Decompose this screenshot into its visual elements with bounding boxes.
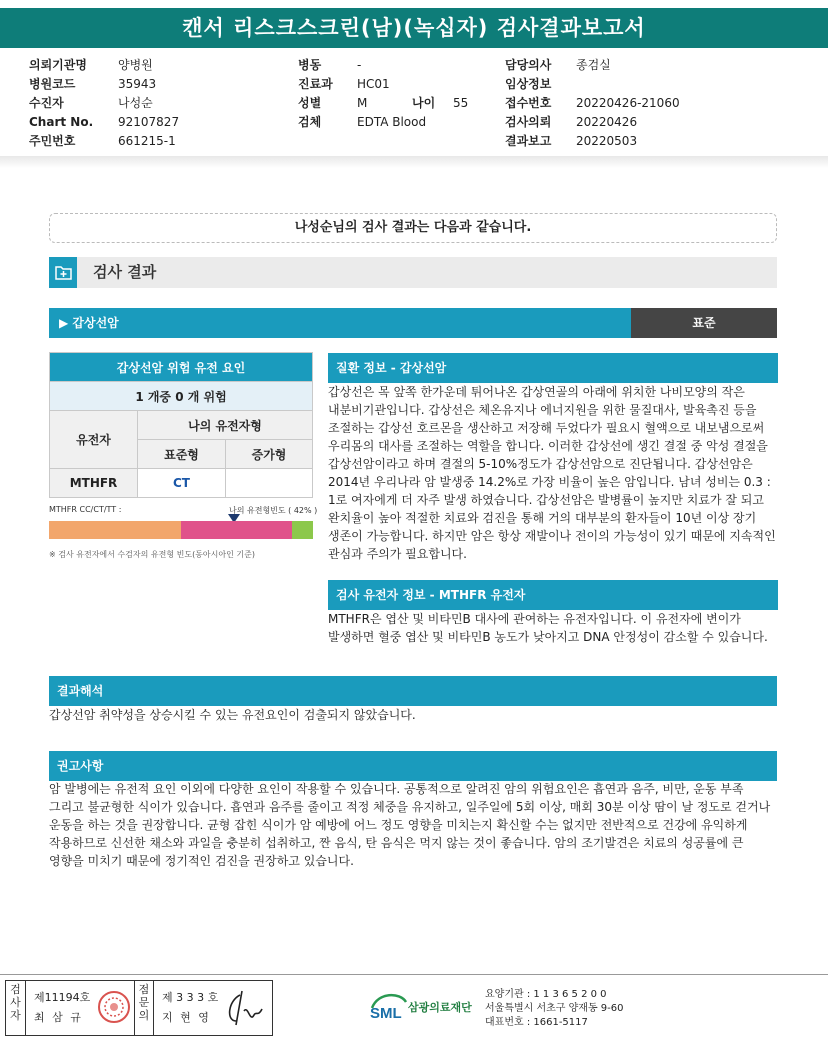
info-value: 20220503 <box>576 134 638 148</box>
frequency-segment <box>181 521 292 539</box>
text-line: 생존이 가능합니다. 하지만 암은 항상 재발이나 전이의 가능성이 있기 때문에 지속적인 <box>328 529 776 543</box>
info-row <box>29 94 179 113</box>
frequency-segment <box>49 521 181 539</box>
text-line: MTHFR은 엽산 및 비타민B 대사에 관여하는 유전자입니다. 이 유전자에 변이가 <box>328 612 741 626</box>
reviewer-label: 점문의 <box>134 981 154 1035</box>
info-value: 양병원 <box>118 58 153 72</box>
text-line: 암 발병에는 유전적 요인 이외에 다양한 요인이 작용할 수 있습니다. 공통적으로 알려진 암의 위험요인은 흡연과 음주, 비만, 운동 부족 <box>49 782 744 796</box>
risk-summary: 1 개중 0 개 위험 <box>50 382 313 411</box>
info-value: HC01 <box>357 77 390 91</box>
recommendation-text <box>49 780 779 870</box>
info-label: 의뢰기관명 <box>29 58 87 72</box>
frequency-bar <box>49 521 313 539</box>
section-title: 검사 결과 <box>93 263 157 281</box>
info-row <box>298 113 468 132</box>
patient-info-col1 <box>29 56 179 151</box>
text-line: 우리몸의 대사를 조절하는 역할을 합니다. 이러한 갑상선에 생긴 결절 중 악성 결절을 <box>328 439 768 453</box>
checker-license: 제11194호 <box>34 991 91 1004</box>
category-title: ▶ 갑상선암 <box>49 308 631 338</box>
text-line: 운동을 하는 것을 권장합니다. 균형 잡힌 식이가 암 예방에 어느 정도 영향을 미치는지 확신할 수는 없지만 전반적으로 건강에 유익하게 <box>49 818 748 832</box>
standard-header: 표준형 <box>138 440 226 469</box>
info-value: 661215-1 <box>118 134 176 148</box>
genotype-header: 나의 유전자형 <box>138 411 313 440</box>
gene-header: 유전자 <box>50 411 138 469</box>
interpretation-text: 갑상선암 취약성을 상승시킬 수 있는 유전요인이 검출되지 않았습니다. <box>49 708 416 722</box>
header-divider <box>0 156 828 168</box>
recommendation-title: 권고사항 <box>49 751 777 781</box>
info-label: 성별 <box>298 96 322 110</box>
info-value: EDTA Blood <box>357 115 427 129</box>
age-label: 나이 <box>412 96 436 110</box>
age-value: 55 <box>453 96 469 110</box>
frequency-note: ※ 검사 유전자에서 수검자의 유전형 빈도(동아시아인 기준) <box>49 550 255 559</box>
frequency-segment <box>292 521 313 539</box>
disease-info-title: 질환 정보 - 갑상선암 <box>328 353 778 383</box>
info-label: 수진자 <box>29 96 64 110</box>
gene-info-title: 검사 유전자 정보 - MTHFR 유전자 <box>328 580 778 610</box>
info-row <box>298 94 468 113</box>
text-line: 발생하면 혈중 엽산 및 비타민B 농도가 낮아지고 DNA 안정성이 감소할 수 있습니다. <box>328 630 768 644</box>
info-label: 진료과 <box>298 77 333 91</box>
info-value: 92107827 <box>118 115 180 129</box>
disease-info-text <box>328 383 780 563</box>
seal-stamp-icon <box>96 989 132 1028</box>
report-title: 캔서 리스크스크린(남)(녹십자) 검사결과보고서 <box>0 8 828 48</box>
info-row <box>29 132 179 151</box>
text-line: 갑상선은 목 앞쪽 한가운데 튀어나온 갑상연골의 아래에 위치한 나비모양의 작은 <box>328 385 745 399</box>
signature-icon <box>222 987 268 1032</box>
text-line: 조절하는 갑상선 호르몬을 생산하고 저장해 두었다가 필요시 혈액으로 내보냄으로써 <box>328 421 765 435</box>
info-row <box>29 113 179 132</box>
info-label: 검체 <box>298 115 322 129</box>
info-row <box>505 94 680 113</box>
frequency-left-label: MTHFR CC/CT/TT : <box>49 505 122 514</box>
text-line: 갑상선암이라고 하며 결절의 5-10%정도가 갑상선암으로 진단됩니다. 갑상선암은 <box>328 457 753 471</box>
info-row <box>505 113 680 132</box>
frequency-right-label: 나의 유전형빈도 ( 42% ) <box>229 506 318 515</box>
patient-info-col2 <box>298 56 468 132</box>
folder-add-icon <box>49 257 77 288</box>
info-row <box>505 132 680 151</box>
category-status: 표준 <box>631 308 777 338</box>
text-line: 관심과 주의가 필요합니다. <box>328 547 467 561</box>
info-value: M <box>357 96 368 110</box>
patient-info-col3 <box>505 56 680 151</box>
gene-name: MTHFR <box>50 469 138 498</box>
info-row <box>298 75 468 94</box>
reviewer-name: 지 현 영 <box>162 1011 211 1024</box>
org-info <box>485 988 624 1030</box>
info-row <box>505 75 680 94</box>
info-row <box>505 56 680 75</box>
info-label: 병동 <box>298 58 322 72</box>
text-line: 2014년 우리나라 암 발생중 14.2%로 가장 비율이 높은 암입니다. 남녀 성비는 0.3 : <box>328 475 771 489</box>
svg-text:SML: SML <box>370 1005 402 1022</box>
text-line: 1로 여자에게 더 자주 발생 하였습니다. 갑상선암은 발병률이 높지만 치료가 잘 되고 <box>328 493 764 507</box>
greeting-message: 나성순님의 검사 결과는 다음과 같습니다. <box>49 213 777 243</box>
gene-table-title: 갑상선암 위험 유전 요인 <box>50 353 313 382</box>
sml-logo-icon <box>368 988 410 1027</box>
increased-header: 증가형 <box>226 440 313 469</box>
info-label: 주민번호 <box>29 134 76 148</box>
org-phone: 대표번호 : 1661-5117 <box>485 1017 588 1028</box>
info-value: 20220426 <box>576 115 638 129</box>
gene-risk-table <box>49 352 313 498</box>
info-row <box>29 75 179 94</box>
footer-divider <box>0 974 828 975</box>
text-line: 작용하므로 신선한 채소와 과일을 충분히 섭취하고, 짠 음식, 탄 음식은 먹지 않는 것이 좋습니다. 암의 조기발견은 치료의 성공률에 큰 <box>49 836 744 850</box>
info-row <box>298 56 468 75</box>
info-label: 담당의사 <box>505 58 552 72</box>
org-name: 삼광의료재단 <box>408 1001 472 1014</box>
org-address: 서울특별시 서초구 양재동 9-60 <box>485 1003 624 1014</box>
results-section-header <box>49 257 777 288</box>
info-label: 결과보고 <box>505 134 552 148</box>
checker-label: 검사자 <box>6 981 26 1035</box>
text-line: 내분비기관입니다. 갑상선은 체온유지나 에너지원을 위한 물질대사, 발육촉진 등을 <box>328 403 757 417</box>
gene-info-text <box>328 610 780 646</box>
info-label: Chart No. <box>29 115 94 129</box>
info-label: 검사의뢰 <box>505 115 552 129</box>
text-line: 그리고 불균형한 식이가 있습니다. 흡연과 음주를 줄이고 적정 체중을 유지하고, 일주일에 5회 이상, 매회 30분 이상 땀이 날 정도로 걷거나 <box>49 800 771 814</box>
info-value: - <box>357 58 362 72</box>
signature-box <box>5 980 273 1036</box>
reviewer-license: 제 3 3 3 호 <box>162 991 219 1004</box>
text-line: 완치율이 높아 적절한 치료와 검진을 통해 거의 대부분의 환자들이 10년 이상 장기 <box>328 511 757 525</box>
increased-genotype <box>226 469 313 498</box>
checker-name: 최 삼 규 <box>34 1011 83 1024</box>
info-label: 병원코드 <box>29 77 76 91</box>
standard-genotype: CT <box>138 469 226 498</box>
interpretation-title: 결과해석 <box>49 676 777 706</box>
info-value: 20220426-21060 <box>576 96 680 110</box>
info-label: 임상정보 <box>505 77 552 91</box>
org-code: 요양기관 : 1 1 3 6 5 2 0 0 <box>485 989 607 1000</box>
info-value: 나성순 <box>118 96 153 110</box>
text-line: 영향을 미치기 때문에 정기적인 검진을 권장하고 있습니다. <box>49 854 354 868</box>
info-value: 종검실 <box>576 58 611 72</box>
info-row <box>29 56 179 75</box>
info-value: 35943 <box>118 77 157 91</box>
info-label: 접수번호 <box>505 96 552 110</box>
